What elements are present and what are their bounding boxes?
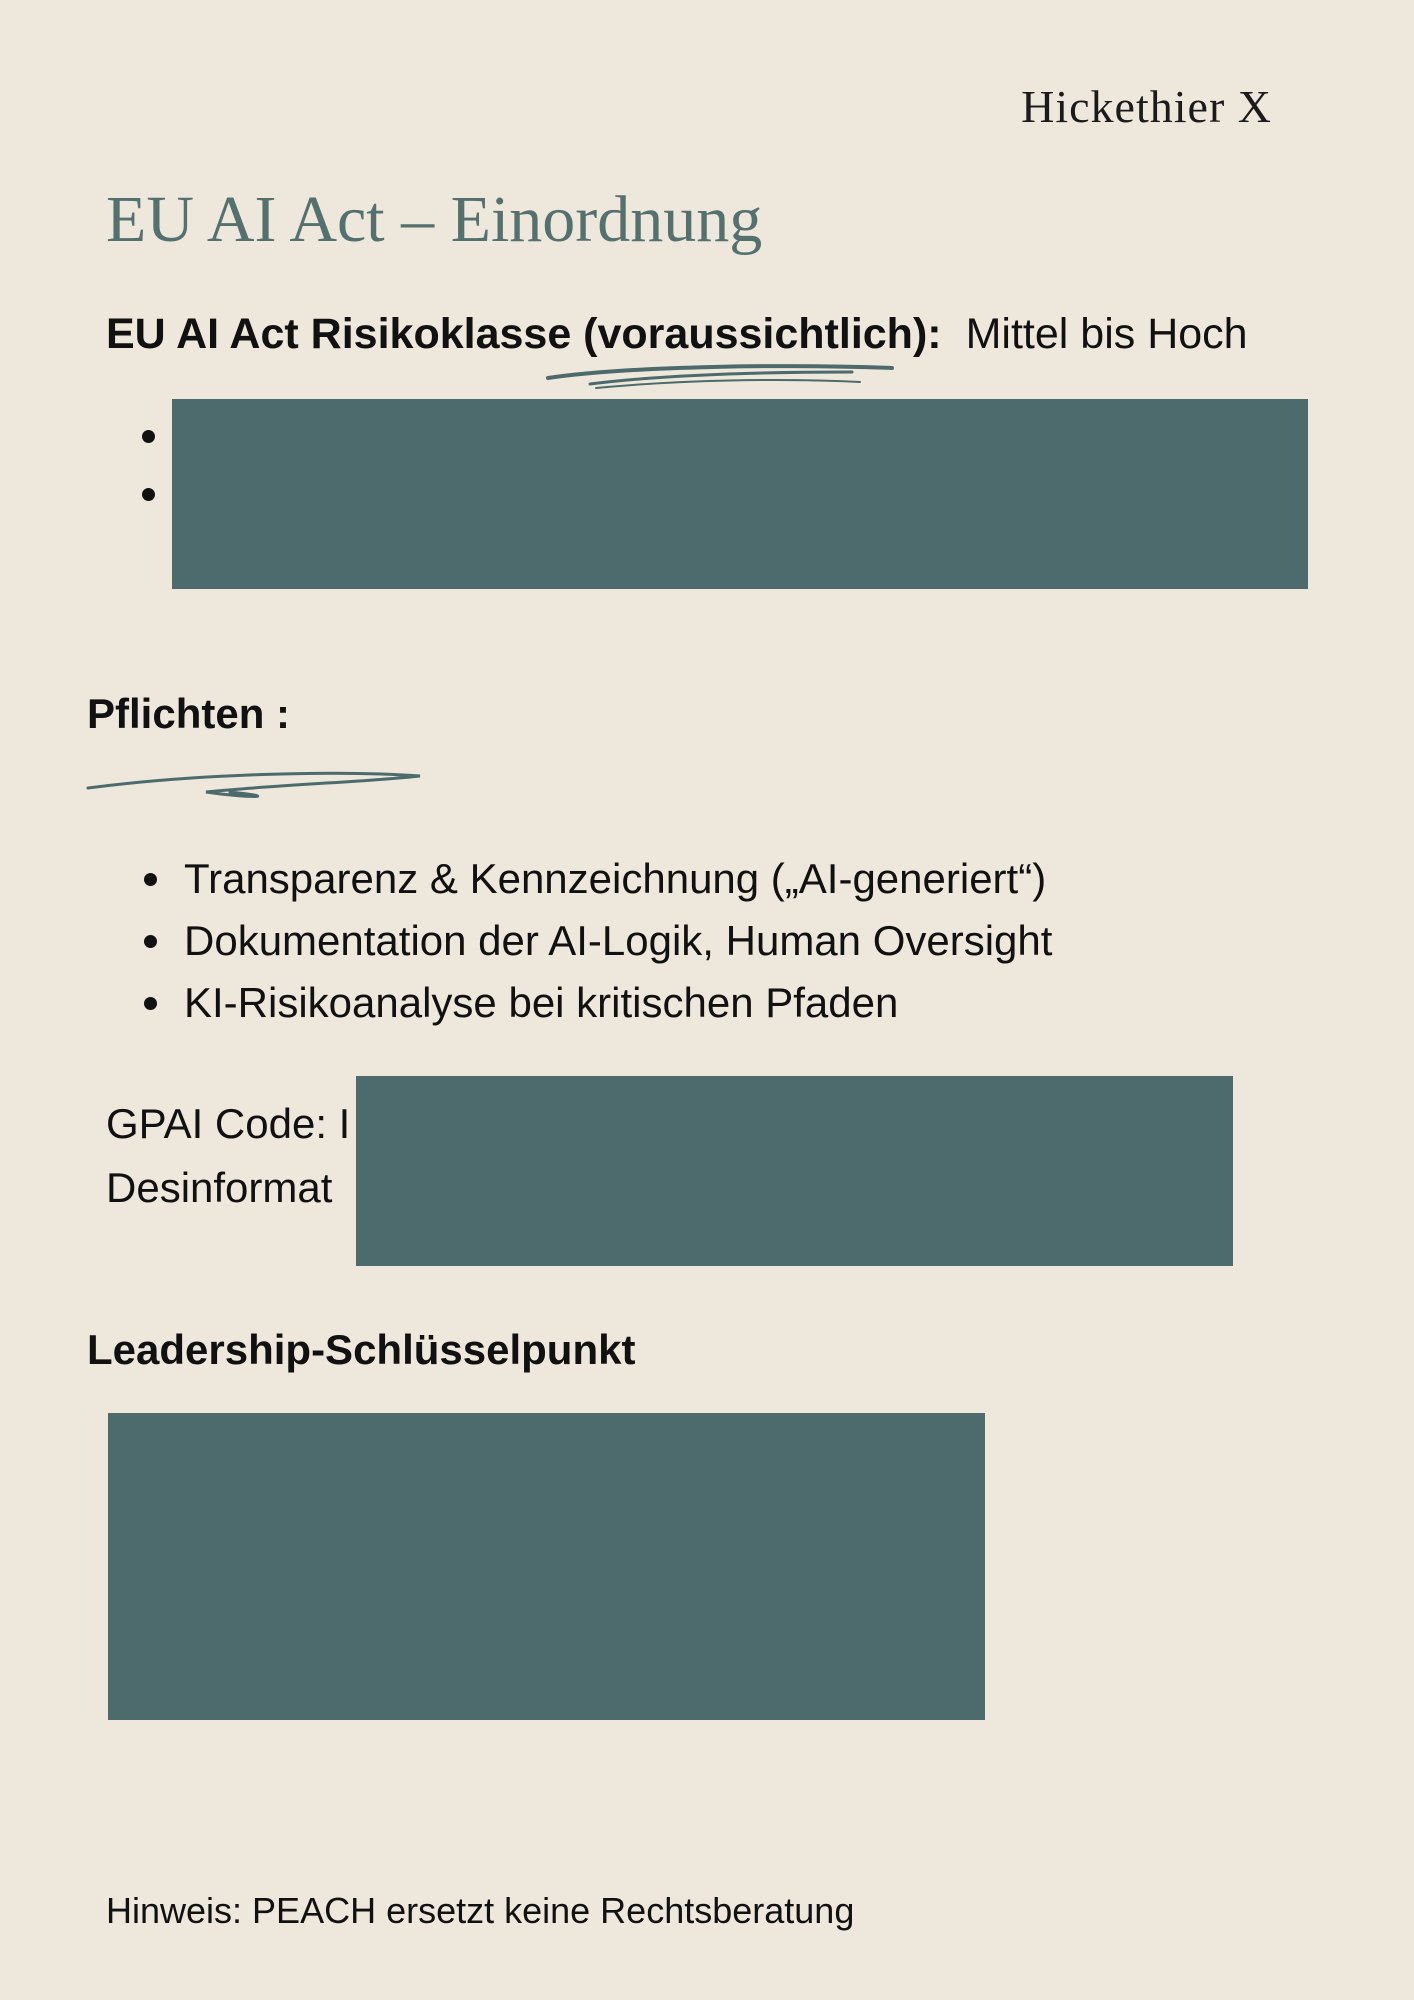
disclaimer-note: Hinweis: PEACH ersetzt keine Rechtsberatung [106,1890,855,1931]
duties-heading: Pflichten : [87,690,291,737]
redacted-block [172,399,1308,589]
duty-item: Transparenz & Kennzeichnung („AI-generiert“) [140,848,1052,910]
brand-name: Hickethier X [1021,81,1272,132]
bullet-dot [142,488,155,501]
duty-item: KI-Risikoanalyse bei kritischen Pfaden [140,972,1052,1034]
underline-stroke [540,358,940,398]
gpai-line: Desinformat [106,1164,333,1211]
duty-item: Dokumentation der AI-Logik, Human Oversight [140,910,1052,972]
underline-stroke [86,768,446,808]
gpai-paragraph [106,1092,350,1220]
risk-class-label: EU AI Act Risikoklasse (voraussichtlich): [106,310,942,358]
risk-class-line [106,310,1248,359]
duties-list [140,848,1052,1034]
redacted-block [356,1076,1233,1266]
leadership-heading: Leadership-Schlüsselpunkt [87,1326,636,1373]
bullet-dot [142,430,155,443]
page-title: EU AI Act – Einordnung [106,183,763,256]
risk-class-value: Mittel bis Hoch [965,310,1248,358]
redacted-block [108,1413,985,1720]
gpai-line: GPAI Code: I [106,1100,351,1147]
